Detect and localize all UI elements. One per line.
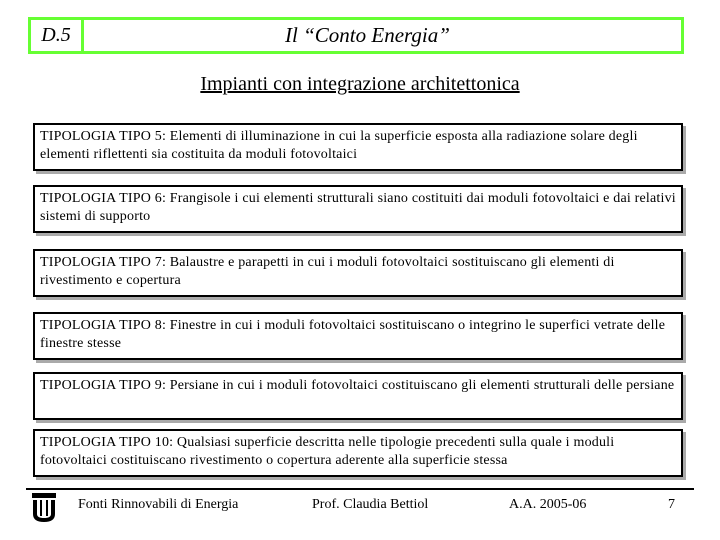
tipology-box-6 bbox=[33, 185, 683, 233]
tipology-box-8 bbox=[33, 312, 683, 360]
tipology-label: TIPOLOGIA TIPO 6 bbox=[40, 191, 162, 206]
tipology-text: Persiane in cui i moduli fotovoltaici costituiscano gli elementi strutturali delle persiane bbox=[166, 378, 675, 393]
header-bar bbox=[28, 17, 684, 54]
page-subtitle: Impianti con integrazione architettonica bbox=[200, 73, 520, 95]
tipology-label: TIPOLOGIA TIPO 7: bbox=[40, 255, 167, 270]
footer-divider bbox=[26, 488, 694, 490]
tipology-box-10 bbox=[33, 429, 683, 477]
tipology-box-5 bbox=[33, 123, 683, 171]
footer-course: Fonti Rinnovabili di Energia bbox=[78, 497, 239, 512]
tipology-text: Balaustre e parapetti in cui i moduli fotovoltaici sostituiscano gli elementi di rivestimento e copertura bbox=[40, 255, 615, 288]
university-logo-icon bbox=[30, 492, 58, 524]
footer-academic-year: A.A. 2005-06 bbox=[509, 497, 587, 512]
tipology-box-9 bbox=[33, 372, 683, 420]
university-logo-icon bbox=[30, 492, 58, 524]
tipology-text: Qualsiasi superficie descritta nelle tipologie precedenti sulla quale i moduli fotovoltaici costituiscano rivestimento o copertura aderente alla superficie stessa bbox=[40, 435, 615, 468]
tipology-label: TIPOLOGIA TIPO 8: bbox=[40, 318, 167, 333]
slide-code: D.5 bbox=[31, 20, 84, 51]
tipology-text: Finestre in cui i moduli fotovoltaici sostituiscano o integrino le superfici vetrate delle finestre stesse bbox=[40, 318, 666, 351]
tipology-text: : Frangisole i cui elementi strutturali siano costituiti dai moduli fotovoltaici e dai relativi sistemi di supporto bbox=[40, 191, 676, 224]
tipology-label: TIPOLOGIA TIPO 9: bbox=[40, 378, 167, 393]
tipology-label: TIPOLOGIA TIPO 10: bbox=[40, 435, 174, 450]
tipology-label: TIPOLOGIA TIPO 5 bbox=[40, 129, 162, 144]
footer-professor: Prof. Claudia Bettiol bbox=[312, 497, 429, 512]
header-title: Il “Conto Energia” bbox=[285, 23, 450, 47]
footer-page-number: 7 bbox=[668, 497, 675, 512]
tipology-box-7 bbox=[33, 249, 683, 297]
tipology-text: : Elementi di illuminazione in cui la superficie esposta alla radiazione solare degli elementi riflettenti sia costituita da moduli fotovoltaici bbox=[40, 129, 638, 162]
